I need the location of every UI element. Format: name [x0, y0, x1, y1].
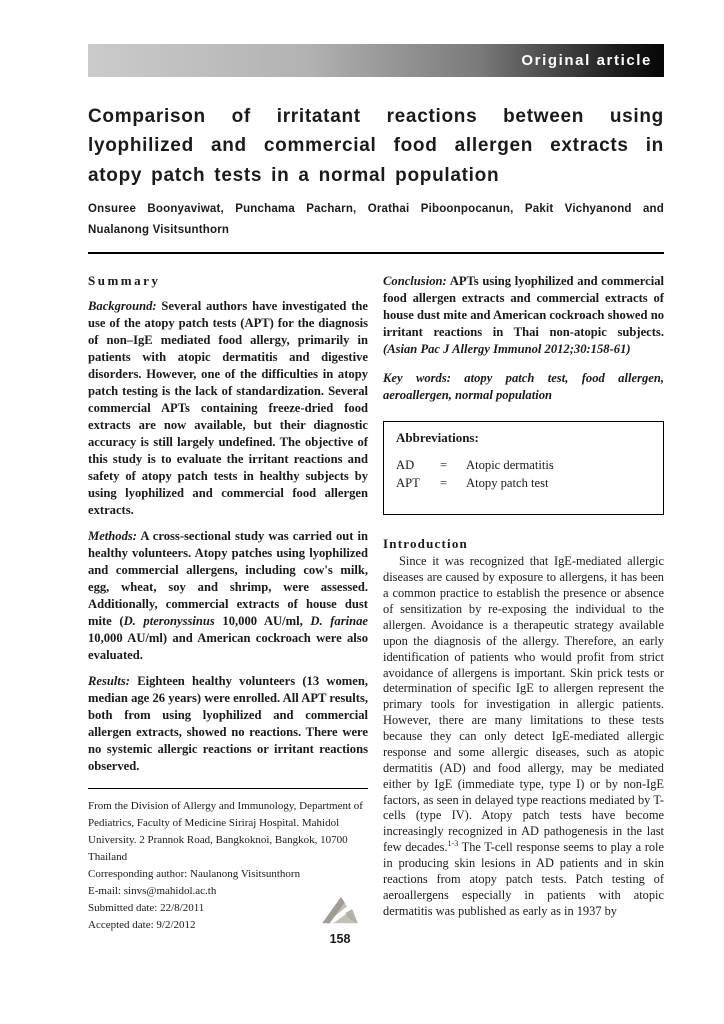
article-type-label: Original article	[521, 52, 652, 69]
affiliation-address: From the Division of Allergy and Immunology, Department of Pediatrics, Faculty of Medicine Siriraj Hospital. Mahidol University. 2 Prannok Road, Bangkoknoi, Bangkok, 10700 Thailand	[88, 799, 363, 863]
left-column	[88, 273, 368, 934]
abbreviation-row	[396, 474, 651, 492]
abbreviation-term: APT	[396, 476, 420, 491]
abbreviation-row	[396, 456, 651, 474]
page-content	[88, 44, 664, 934]
corresponding-author-line: Corresponding author: Naulanong Visitsunthorn	[88, 867, 301, 880]
right-column	[383, 273, 664, 934]
two-column-body	[88, 273, 664, 934]
abbreviation-definition: Atopic dermatitis	[466, 457, 554, 472]
methods-text-1: A cross-sectional study was carried out in healthy volunteers. Atopy patches using lyophilized and commercial allergens, including cow's milk, egg, wheat, soy and shrimp, were assessed. Additionally, commercial extracts of house dust mite (	[88, 528, 368, 628]
keywords-text: atopy patch test, food allergen, aeroallergen, normal population	[383, 370, 664, 403]
keywords-paragraph	[383, 370, 664, 405]
submitted-date-line: Submitted date: 22/8/2011	[88, 901, 205, 914]
email-line: E-mail: sinvs@mahidol.ac.th	[88, 884, 217, 897]
methods-species-1: D. pteronyssinus	[123, 613, 215, 628]
summary-methods-paragraph	[88, 528, 368, 664]
abbreviation-equals: =	[440, 476, 448, 491]
article-title: Comparison of irritatant reactions between using lyophilized and commercial food allergen extracts in atopy patch tests in a normal population	[88, 106, 664, 186]
introduction-text-1: Since it was recognized that IgE-mediated allergic diseases are caused by exposure to allergens, it has been a common practice to establish the presence or absence of sensitization by re-exposing the individual to the allergen. Avoidance is a therapeutic strategy available upon the diagnosis of the allergy. Therefore, an early identification of patients who would profit from strict avoidance of allergens is important. Skin prick tests or determination of specific IgE to allergen represent the primary tools for investigation in allergic patients. However, there are many limitations to these tests because they can only detect IgE-mediated allergic response and some allergic diseases, such as atopic dermatitis (AD) and food allergy, may be mediated either by IgE (immediate type, type I) or by non-IgE factors, as seen in delayed type reactions mediated by T- cells (type IV). Atopy patch tests have become increasingly recognized in AD pathogenesis in the last few decades.	[383, 554, 664, 855]
page-number: 158	[329, 932, 351, 946]
conclusion-paragraph	[383, 273, 664, 358]
introduction-heading: Introduction	[383, 536, 468, 552]
keywords-lead: Key words:	[383, 370, 451, 385]
introduction-paragraph	[383, 554, 664, 919]
introduction-text-2: The T-cell response seems to play a role in producing skin lesions in AD patients and in skin reactions from atopy patch tests. Patch testing of aeroallergens especially in patients with atopic dermatitis was published as early as in 1937 by	[383, 840, 664, 918]
summary-results-paragraph	[88, 673, 368, 775]
abbreviation-definition: Atopy patch test	[466, 476, 549, 491]
abbreviations-heading: Abbreviations:	[396, 429, 479, 445]
abbreviations-box	[383, 421, 664, 516]
conclusion-text: APTs using lyophilized and commercial food allergen extracts and commercial extracts of house dust mite and American cockroach showed no irritant reactions in Thai non-atopic subjects.	[383, 273, 664, 339]
page-footer	[312, 896, 368, 946]
journal-citation: (Asian Pac J Allergy Immunol 2012;30:158-61)	[383, 341, 631, 356]
journal-logo-icon	[321, 896, 359, 931]
reference-superscript: 1-3	[447, 839, 459, 849]
accepted-date-line: Accepted date: 9/2/2012	[88, 919, 196, 932]
footnote-divider	[88, 788, 368, 789]
conclusion-lead: Conclusion:	[383, 273, 447, 288]
background-lead: Background:	[88, 298, 157, 313]
abbreviation-term: AD	[396, 457, 415, 472]
author-list: Onsuree Boonyaviwat, Punchama Pacharn, Orathai Piboonpocanun, Pakit Vichyanond and Nualanong Visitsunthorn	[88, 203, 664, 236]
background-text: Several authors have investigated the use of the atopy patch tests (APT) for the diagnosis of non–IgE mediated food allergy, primarily in patients with atopic dermatitis and digestive disorders. However, one of the difficulties in atopy patch testing is the lack of standardization. Several commercial APTs containing freeze-dried food extracts are now available, but their diagnostic accuracy is still largely undefined. The objective of this study is to evaluate the irritant reactions and safety of atopy patch tests in healthy subjects by using lyophilized and commercial food allergen extracts.	[88, 298, 368, 517]
methods-species-2: D. farinae	[310, 613, 368, 628]
summary-background-paragraph	[88, 298, 368, 519]
header-divider	[88, 252, 664, 254]
results-text: Eighteen healthy volunteers (13 women, median age 26 years) were enrolled. All APT results, both from using lyophilized and commercial allergen extracts, showed no reactions. There were no systemic allergic reactions or irritant reactions observed.	[88, 673, 368, 773]
results-lead: Results:	[88, 673, 130, 688]
methods-lead: Methods:	[88, 528, 137, 543]
abbreviation-equals: =	[440, 457, 448, 472]
methods-text-3: 10,000 AU/ml) and American cockroach were also evaluated.	[88, 630, 368, 662]
summary-heading: Summary	[88, 272, 161, 288]
article-type-banner	[88, 44, 664, 77]
methods-text-2: 10,000 AU/ml,	[214, 613, 311, 628]
